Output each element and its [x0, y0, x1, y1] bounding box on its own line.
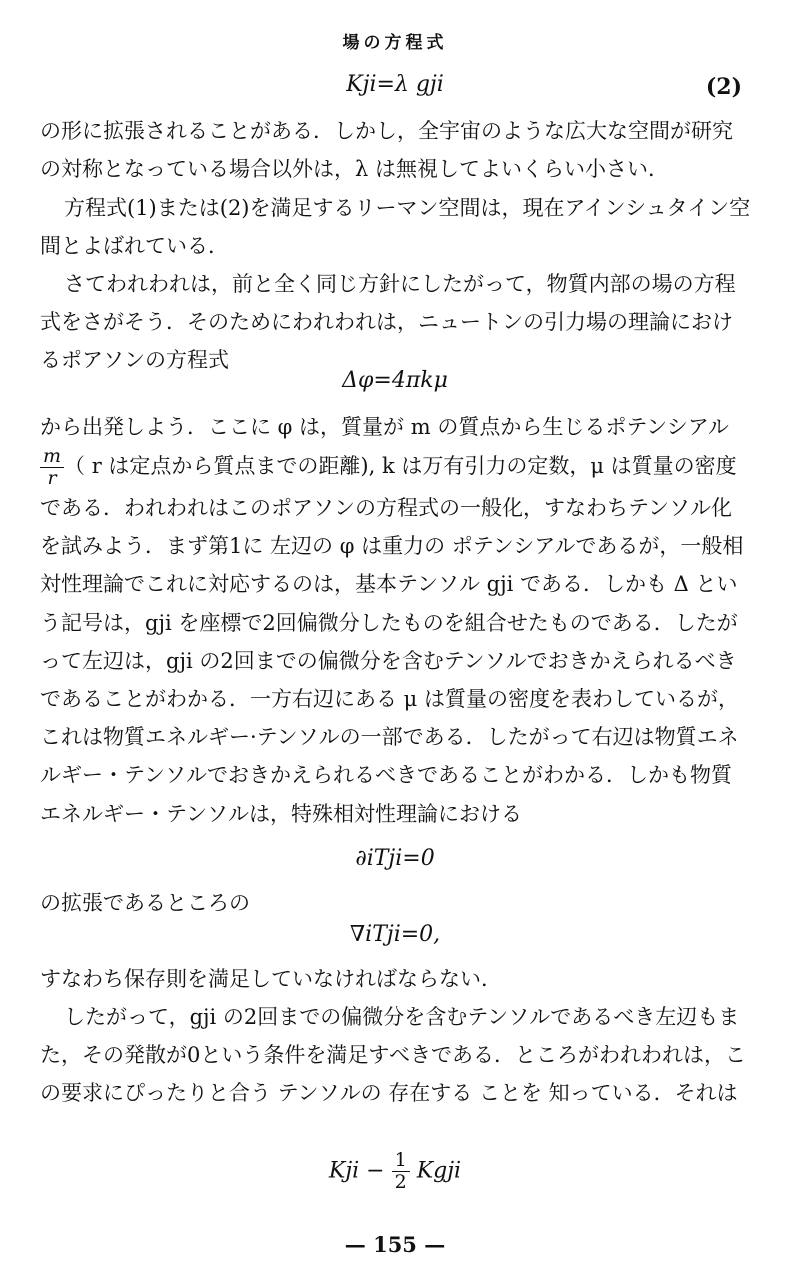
final-expression-left: Kji −: [328, 1158, 385, 1184]
running-header: 場の方程式: [342, 33, 448, 53]
paragraph-6: すなわち保存則を満足していなければならない．: [40, 967, 502, 991]
one-half-fraction: [392, 1150, 410, 1193]
paragraph-4: [40, 408, 752, 833]
paragraph-4-rest: （ r は定点から質点までの距離), k は万有引力の定数，μ は質量の密度である．われわれはこのポアソンの方程式の一般化，すなわちテンソル化を試みよう．まず第1に 左辺の φ は重力の ポテンシアルであるが，一般相対性理論でこれに対応するのは，基本テンソル gji である．しかも Δ という記号は，gji を座標で2回偏微分したものを組合せたものである．したがって左辺は，gji の2回までの偏微分を含むテンソルでおきかえられるべきであることがわかる．一方右辺にある μ は質量の密度を表わしているが，これは物質エネルギー·テンソルの一部である．したがって右辺は物質エネルギー・テンソルでおきかえられるべきであることがわかる．しかも物質エネルギー・テンソルは，特殊相対性理論における: [40, 454, 744, 826]
fraction-denominator: r: [47, 467, 57, 490]
paragraph-7: したがって，gji の2回までの偏微分を含むテンソルであるべき左辺もまた，その発散が0という条件を満足すべきである．ところがわれわれは，この要求にぴったりと合う テンソルの 存在する ことを 知っている．それは: [40, 1005, 746, 1106]
page-number: — 155 —: [344, 1232, 446, 1257]
half-denominator: 2: [394, 1170, 407, 1193]
poisson-equation: Δφ=4πkμ: [342, 368, 448, 393]
fraction-numerator: m: [40, 446, 64, 468]
covariant-conservation-equation: ∇iTji=0,: [349, 922, 441, 947]
conservation-equation: ∂iTji=0: [355, 846, 435, 871]
potential-fraction: [40, 446, 64, 489]
paragraph-1: の形に拡張されることがある．しかし，全宇宙のような広大な空間が研究の対称となっている場合以外は，λ は無視してよいくらい小さい．: [40, 119, 733, 182]
paragraph-4-start: から出発しよう．ここに φ は，質量が m の質点から生じるポテンシアル: [40, 415, 729, 439]
equation-2-body: Kji=λ gji: [346, 72, 444, 97]
equation-2: [0, 72, 790, 97]
final-expression-right: Kgji: [416, 1158, 462, 1184]
paragraph-2: 方程式(1)または(2)を満足するリーマン空間は，現在アインシュタイン空間とよばれている．: [40, 196, 751, 259]
paragraph-3: さてわれわれは，前と全く同じ方針にしたがって，物質内部の場の方程式をさがそう．そのためにわれわれは，ニュートンの引力場の理論におけるポアソンの方程式: [40, 272, 736, 373]
paragraph-5: の拡張であるところの: [40, 891, 250, 915]
final-expression: [0, 1150, 790, 1193]
equation-number: (2): [705, 74, 742, 100]
half-numerator: 1: [392, 1150, 410, 1172]
